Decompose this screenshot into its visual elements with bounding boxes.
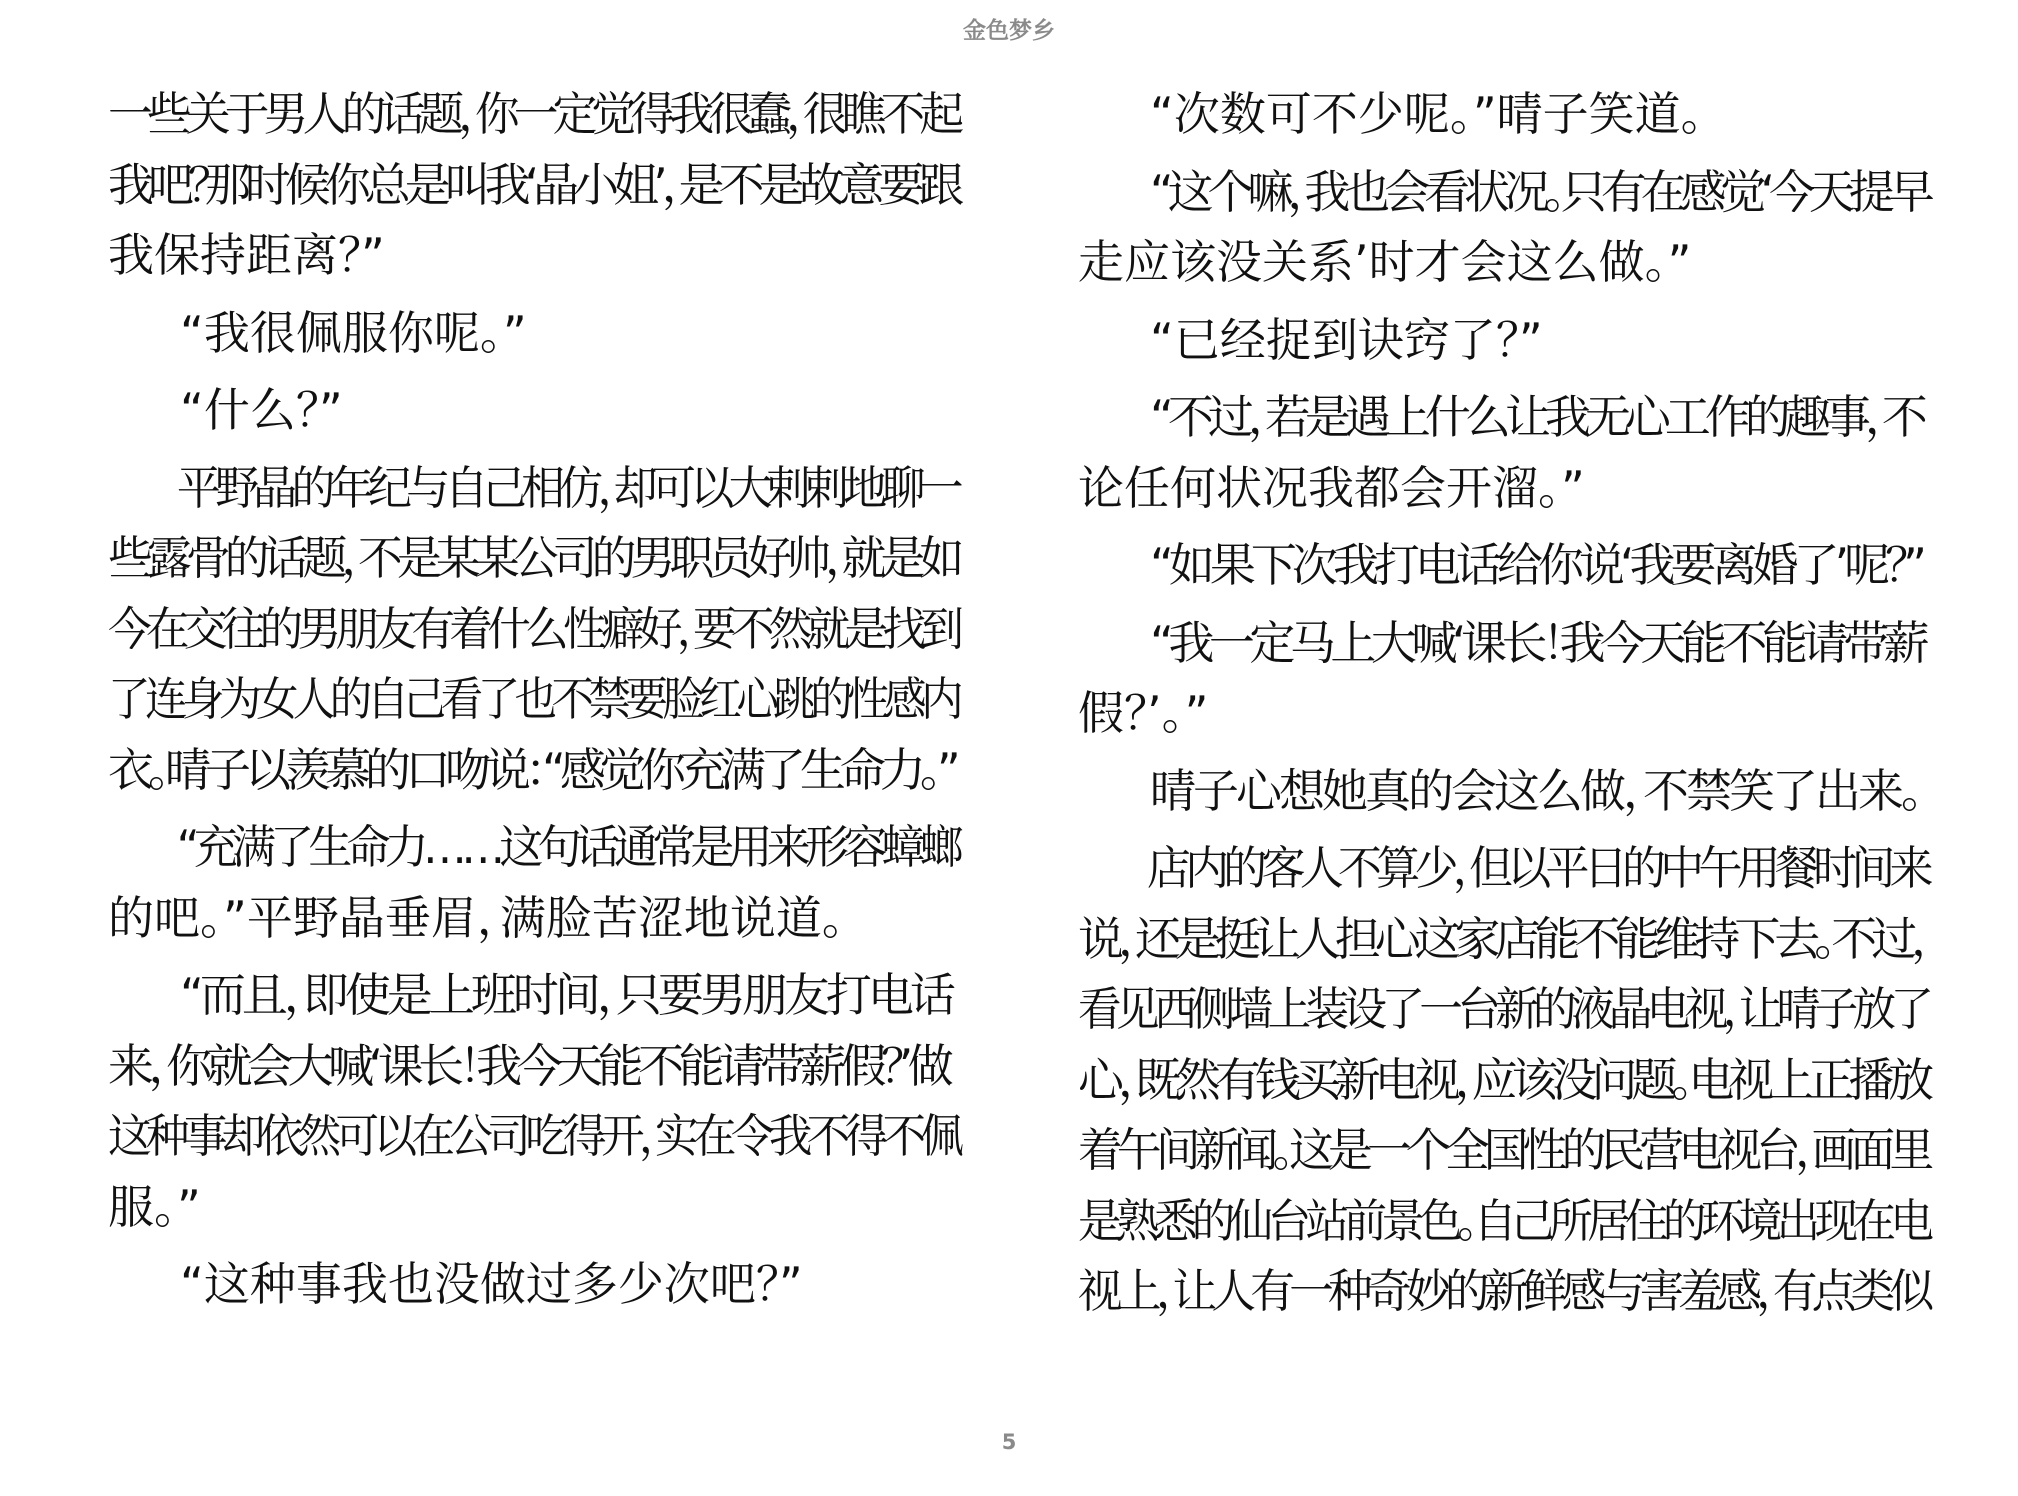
paragraph bbox=[1078, 530, 1928, 601]
text-line: 走应该没关系’时才会这么做。” bbox=[1078, 235, 1692, 289]
text-line: 来，你就会大喊‘课长！我今天能不能请带薪假？’做 bbox=[108, 1038, 949, 1093]
paragraph bbox=[1078, 157, 1928, 298]
text-line: “这种事我也没做过多少次吧？” bbox=[180, 1257, 803, 1311]
paragraph bbox=[108, 375, 958, 446]
paragraph bbox=[108, 960, 958, 1242]
text-line: 店内的客人不算少，但以平日的中午用餐时间来 bbox=[1146, 841, 1928, 895]
text-line: 是熟悉的仙台站前景色。自己所居住的环境出现在电 bbox=[1078, 1193, 1929, 1248]
text-line: 衣。晴子以羡慕的口吻说：“感觉你充满了生命力。” bbox=[108, 742, 955, 797]
paragraph bbox=[1078, 382, 1928, 523]
paragraph bbox=[1078, 608, 1928, 749]
text-line: “什么？” bbox=[180, 383, 343, 437]
paragraph bbox=[1078, 79, 1928, 150]
text-line: 一些关于男人的话题，你一定觉得我很蠢，很瞧不起 bbox=[108, 87, 959, 141]
paragraph bbox=[108, 1249, 958, 1320]
text-line: 看见西侧墙上装设了一台新的液晶电视，让晴子放了 bbox=[1078, 982, 1929, 1036]
text-line: 服。” bbox=[108, 1179, 201, 1234]
paragraph bbox=[108, 298, 958, 369]
text-line: 视上，让人有一种奇妙的新鲜感与害羞感，有点类似 bbox=[1078, 1264, 1929, 1318]
text-line: 了连身为女人的自己看了也不禁要脸红心跳的性感内 bbox=[108, 672, 959, 726]
text-line: “这个嘛，我也会看状况。只有在感觉‘今天提早 bbox=[1149, 164, 1929, 219]
text-line: “我很佩服你呢。” bbox=[180, 305, 527, 360]
text-line: “次数可不少呢。”晴子笑道。 bbox=[1150, 87, 1704, 141]
text-line: 论任何状况我都会开溜。” bbox=[1078, 460, 1585, 515]
right-text-column bbox=[1078, 79, 1928, 1334]
text-line: 晴子心想她真的会这么做，不禁笑了出来。 bbox=[1150, 763, 1921, 818]
text-line: 我保持距离？” bbox=[108, 228, 385, 282]
text-line: 些露骨的话题，不是某某公司的男职员好帅，就是如 bbox=[108, 531, 959, 585]
text-line: “我一定马上大喊‘课长！我今天能不能请带薪 bbox=[1150, 615, 1924, 670]
paragraph bbox=[108, 812, 958, 953]
text-line: 平野晶的年纪与自己相仿，却可以大剌剌地聊一 bbox=[176, 460, 958, 515]
paragraph bbox=[108, 79, 958, 291]
paragraph bbox=[108, 453, 958, 806]
page-number: 5 bbox=[1001, 1430, 1017, 1454]
paragraph bbox=[1078, 305, 1928, 376]
text-line: “而且，即使是上班时间，只要男朋友打电话 bbox=[180, 968, 952, 1022]
text-line: “已经捉到诀窍了？” bbox=[1150, 312, 1543, 367]
text-line: 我吧？那时候你总是叫我‘晶小姐’，是不是故意要跟 bbox=[108, 157, 959, 212]
book-title-header: 金色梦乡 bbox=[963, 18, 1055, 44]
text-line: 假？’。” bbox=[1078, 686, 1209, 740]
left-text-column bbox=[108, 79, 958, 1327]
text-line: 的吧。”平野晶垂眉，满脸苦涩地说道。 bbox=[108, 890, 845, 945]
text-line: 说，还是挺让人担心这家店能不能维持下去。不过， bbox=[1078, 911, 1929, 966]
text-line: “充满了生命力……这句话通常是用来形容蟑螂 bbox=[176, 820, 958, 874]
text-line: “不过，若是遇上什么让我无心工作的趣事，不 bbox=[1150, 390, 1922, 444]
paragraph bbox=[1078, 756, 1928, 827]
text-line: 心，既然有钱买新电视，应该没问题。电视上正播放 bbox=[1078, 1052, 1929, 1107]
text-line: 着午间新闻。这是一个全国性的民营电视台，画面里 bbox=[1078, 1123, 1929, 1177]
text-line: 这种事却依然可以在公司吃得开，实在令我不得不佩 bbox=[108, 1109, 959, 1163]
paragraph bbox=[1078, 833, 1928, 1327]
text-line: “如果下次我打电话给你说‘我要离婚了’呢？” bbox=[1150, 538, 1922, 592]
text-line: 今在交往的男朋友有着什么性癖好，要不然就是找到 bbox=[108, 601, 959, 656]
